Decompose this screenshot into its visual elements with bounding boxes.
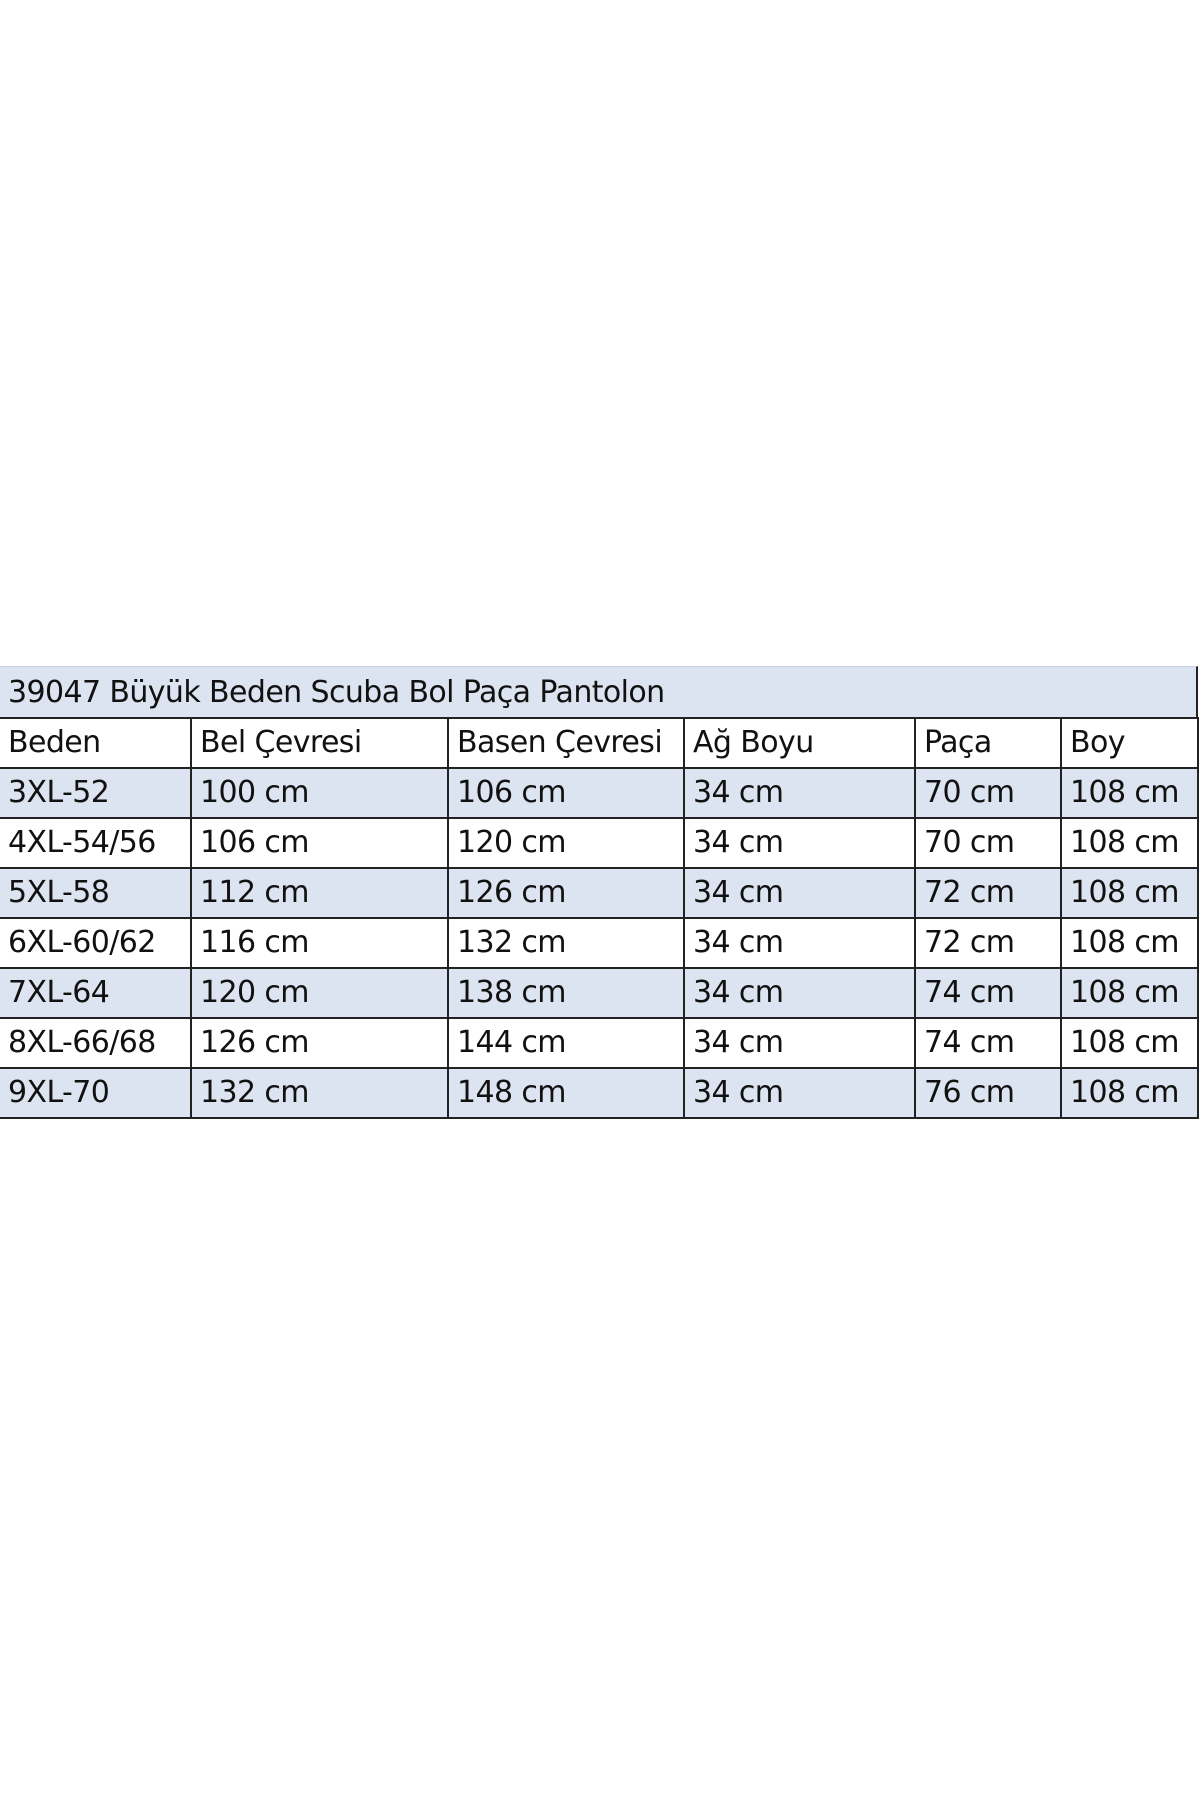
cell-rise: 34 cm (684, 1018, 915, 1068)
table-header-row (0, 718, 1198, 768)
cell-rise: 34 cm (684, 918, 915, 968)
column-header-beden: Beden (0, 718, 191, 768)
cell-leg-opening: 74 cm (915, 968, 1061, 1018)
cell-size: 5XL-58 (0, 868, 191, 918)
table-row (0, 968, 1198, 1018)
size-table (0, 717, 1199, 1119)
cell-rise: 34 cm (684, 968, 915, 1018)
column-header-bel-cevresi: Bel Çevresi (191, 718, 448, 768)
cell-leg-opening: 70 cm (915, 818, 1061, 868)
cell-hip: 148 cm (448, 1068, 684, 1118)
table-row (0, 768, 1198, 818)
cell-length: 108 cm (1061, 1068, 1198, 1118)
cell-length: 108 cm (1061, 918, 1198, 968)
cell-leg-opening: 72 cm (915, 918, 1061, 968)
cell-rise: 34 cm (684, 818, 915, 868)
cell-leg-opening: 70 cm (915, 768, 1061, 818)
cell-leg-opening: 72 cm (915, 868, 1061, 918)
cell-waist: 132 cm (191, 1068, 448, 1118)
cell-rise: 34 cm (684, 768, 915, 818)
cell-length: 108 cm (1061, 968, 1198, 1018)
table-title: 39047 Büyük Beden Scuba Bol Paça Pantolon (0, 666, 1198, 717)
cell-waist: 106 cm (191, 818, 448, 868)
column-header-paca: Paça (915, 718, 1061, 768)
cell-size: 4XL-54/56 (0, 818, 191, 868)
table-row (0, 1068, 1198, 1118)
cell-size: 3XL-52 (0, 768, 191, 818)
cell-waist: 126 cm (191, 1018, 448, 1068)
cell-waist: 120 cm (191, 968, 448, 1018)
cell-hip: 144 cm (448, 1018, 684, 1068)
cell-length: 108 cm (1061, 1018, 1198, 1068)
column-header-boy: Boy (1061, 718, 1198, 768)
table-row (0, 918, 1198, 968)
cell-size: 9XL-70 (0, 1068, 191, 1118)
cell-hip: 106 cm (448, 768, 684, 818)
cell-hip: 138 cm (448, 968, 684, 1018)
table-row (0, 1018, 1198, 1068)
cell-length: 108 cm (1061, 818, 1198, 868)
cell-hip: 120 cm (448, 818, 684, 868)
cell-waist: 112 cm (191, 868, 448, 918)
cell-length: 108 cm (1061, 868, 1198, 918)
cell-waist: 116 cm (191, 918, 448, 968)
cell-waist: 100 cm (191, 768, 448, 818)
column-header-ag-boyu: Ağ Boyu (684, 718, 915, 768)
cell-leg-opening: 74 cm (915, 1018, 1061, 1068)
table-row (0, 868, 1198, 918)
cell-hip: 132 cm (448, 918, 684, 968)
cell-length: 108 cm (1061, 768, 1198, 818)
cell-rise: 34 cm (684, 1068, 915, 1118)
cell-size: 7XL-64 (0, 968, 191, 1018)
cell-size: 8XL-66/68 (0, 1018, 191, 1068)
size-chart-table (0, 666, 1198, 1119)
cell-rise: 34 cm (684, 868, 915, 918)
cell-size: 6XL-60/62 (0, 918, 191, 968)
table-row (0, 818, 1198, 868)
column-header-basen-cevresi: Basen Çevresi (448, 718, 684, 768)
cell-hip: 126 cm (448, 868, 684, 918)
cell-leg-opening: 76 cm (915, 1068, 1061, 1118)
